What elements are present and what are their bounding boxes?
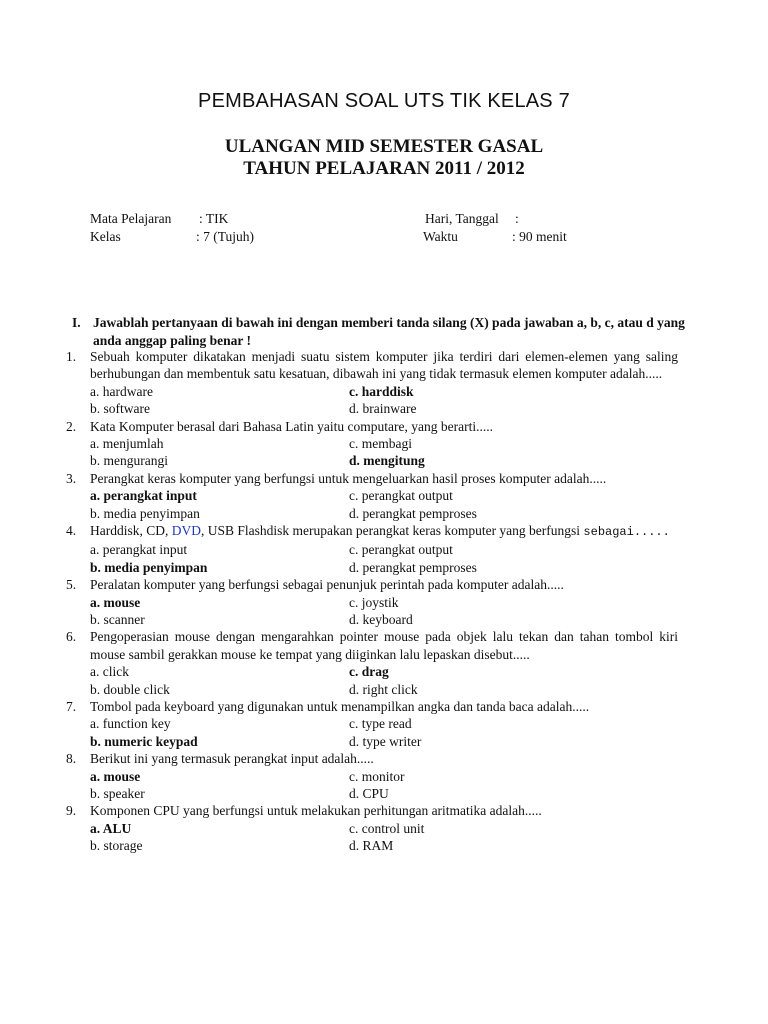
option-c: c. joystik [349,594,399,610]
question-number: 1. [66,349,77,364]
option-d: d. type writer [349,733,422,749]
question-number: 6. [66,629,77,645]
day-label: Hari, Tanggal [425,211,499,226]
question-text: Peralatan komputer yang berfungsi sebagai penunjuk perintah pada komputer adalah..... [90,577,564,593]
option-c: c. perangkat output [349,542,453,558]
question-1 [0,348,768,418]
instruction-text: Jawablah pertanyaan di bawah ini dengan memberi tanda silang (X) pada jawaban a, b, c, atau d yang anda anggap paling benar ! [93,315,685,348]
class-value: : 7 (Tujuh) [196,229,255,244]
option-b-correct: b. numeric keypad [90,733,198,749]
school-year: TAHUN PELAJARAN 2011 / 2012 [243,158,525,179]
question-9 [0,802,768,854]
dvd-link[interactable]: DVD [171,522,201,538]
option-b: b. speaker [90,785,145,801]
day-value: : [515,211,519,226]
option-d: d. keyboard [349,611,413,627]
option-c: c. membagi [349,436,412,451]
time-label: Waktu [423,229,458,244]
question-text-start: Harddisk, CD, [90,522,172,538]
question-text [90,522,678,541]
option-d: d. brainware [349,401,417,417]
option-b: b. storage [90,838,143,854]
question-text-tail: sebagai..... [583,524,670,539]
option-a-correct: a. ALU [90,820,132,836]
question-text: Berikut ini yang termasuk perangkat input adalah..... [90,751,374,767]
question-3 [0,470,768,522]
question-6 [0,628,768,698]
question-text: Tombol pada keyboard yang digunakan untuk menampilkan angka dan tanda baca adalah..... [90,698,590,714]
instruction-number: I. [72,315,81,330]
question-number: 4. [66,522,77,538]
option-a: a. hardware [90,383,153,399]
option-a: a. function key [90,716,171,732]
question-list [0,348,768,855]
option-c-correct: c. drag [349,664,389,680]
option-d-correct: d. mengitung [349,453,425,469]
question-text-end: , USB Flashdisk merupakan perangkat keras komputer yang berfungsi [201,522,584,538]
option-c: c. monitor [349,768,405,784]
question-text: Perangkat keras komputer yang berfungsi untuk mengeluarkan hasil proses komputer adalah..... [90,470,607,486]
question-number: 9. [66,803,77,819]
time-value: : 90 menit [512,229,567,244]
option-d: d. perangkat pemproses [349,559,477,575]
option-b: b. double click [90,681,170,697]
option-b: b. media penyimpan [90,505,200,521]
option-a: a. menjumlah [90,436,164,451]
option-a-correct: a. perangkat input [90,488,197,504]
option-b: b. scanner [90,611,145,627]
question-5 [0,576,768,628]
question-text: Kata Komputer berasal dari Bahasa Latin yaitu computare, yang berarti..... [90,418,493,434]
subject-label: Mata Pelajaran [90,211,172,226]
option-a-correct: a. mouse [90,768,141,784]
option-b: b. software [90,401,150,417]
question-text: Komponen CPU yang berfungsi untuk melakukan perhitungan aritmatika adalah..... [90,803,542,819]
option-a-correct: a. mouse [90,594,141,610]
question-number: 5. [66,577,77,593]
question-number: 7. [66,698,77,714]
question-number: 3. [66,470,77,486]
option-b-correct: b. media penyimpan [90,559,208,575]
option-d: d. CPU [349,785,389,801]
question-text: Pengoperasian mouse dengan mengarahkan pointer mouse pada objek lalu tekan dan tahan tombol kiri mouse sambil gerakkan mouse ke tempat yang diiginkan lalu lepaskan disebut..... [90,629,678,662]
question-2 [0,418,768,470]
option-b: b. mengurangi [90,453,168,469]
option-a: a. perangkat input [90,542,188,558]
option-d: d. perangkat pemproses [349,505,477,521]
question-4 [0,522,768,576]
option-d: d. RAM [349,838,394,854]
exam-title: ULANGAN MID SEMESTER GASAL [224,136,544,157]
option-c-correct: c. harddisk [349,383,414,399]
subject-value: : TIK [199,211,229,226]
question-number: 2. [66,418,77,434]
option-d: d. right click [349,681,418,697]
class-label: Kelas [90,229,121,244]
question-text: Sebuah komputer dikatakan menjadi suatu sistem komputer jika terdiri dari elemen-elemen yang saling berhubungan dan membentuk satu kesatuan, dibawah ini yang tidak termasuk elemen komputer adalah..... [90,349,678,382]
question-8 [0,750,768,802]
question-7 [0,698,768,750]
option-c: c. perangkat output [349,488,453,504]
option-c: c. control unit [349,820,425,836]
question-number: 8. [66,751,77,767]
page-title: PEMBAHASAN SOAL UTS TIK KELAS 7 [198,90,570,112]
option-a: a. click [90,664,129,680]
option-c: c. type read [349,716,412,732]
